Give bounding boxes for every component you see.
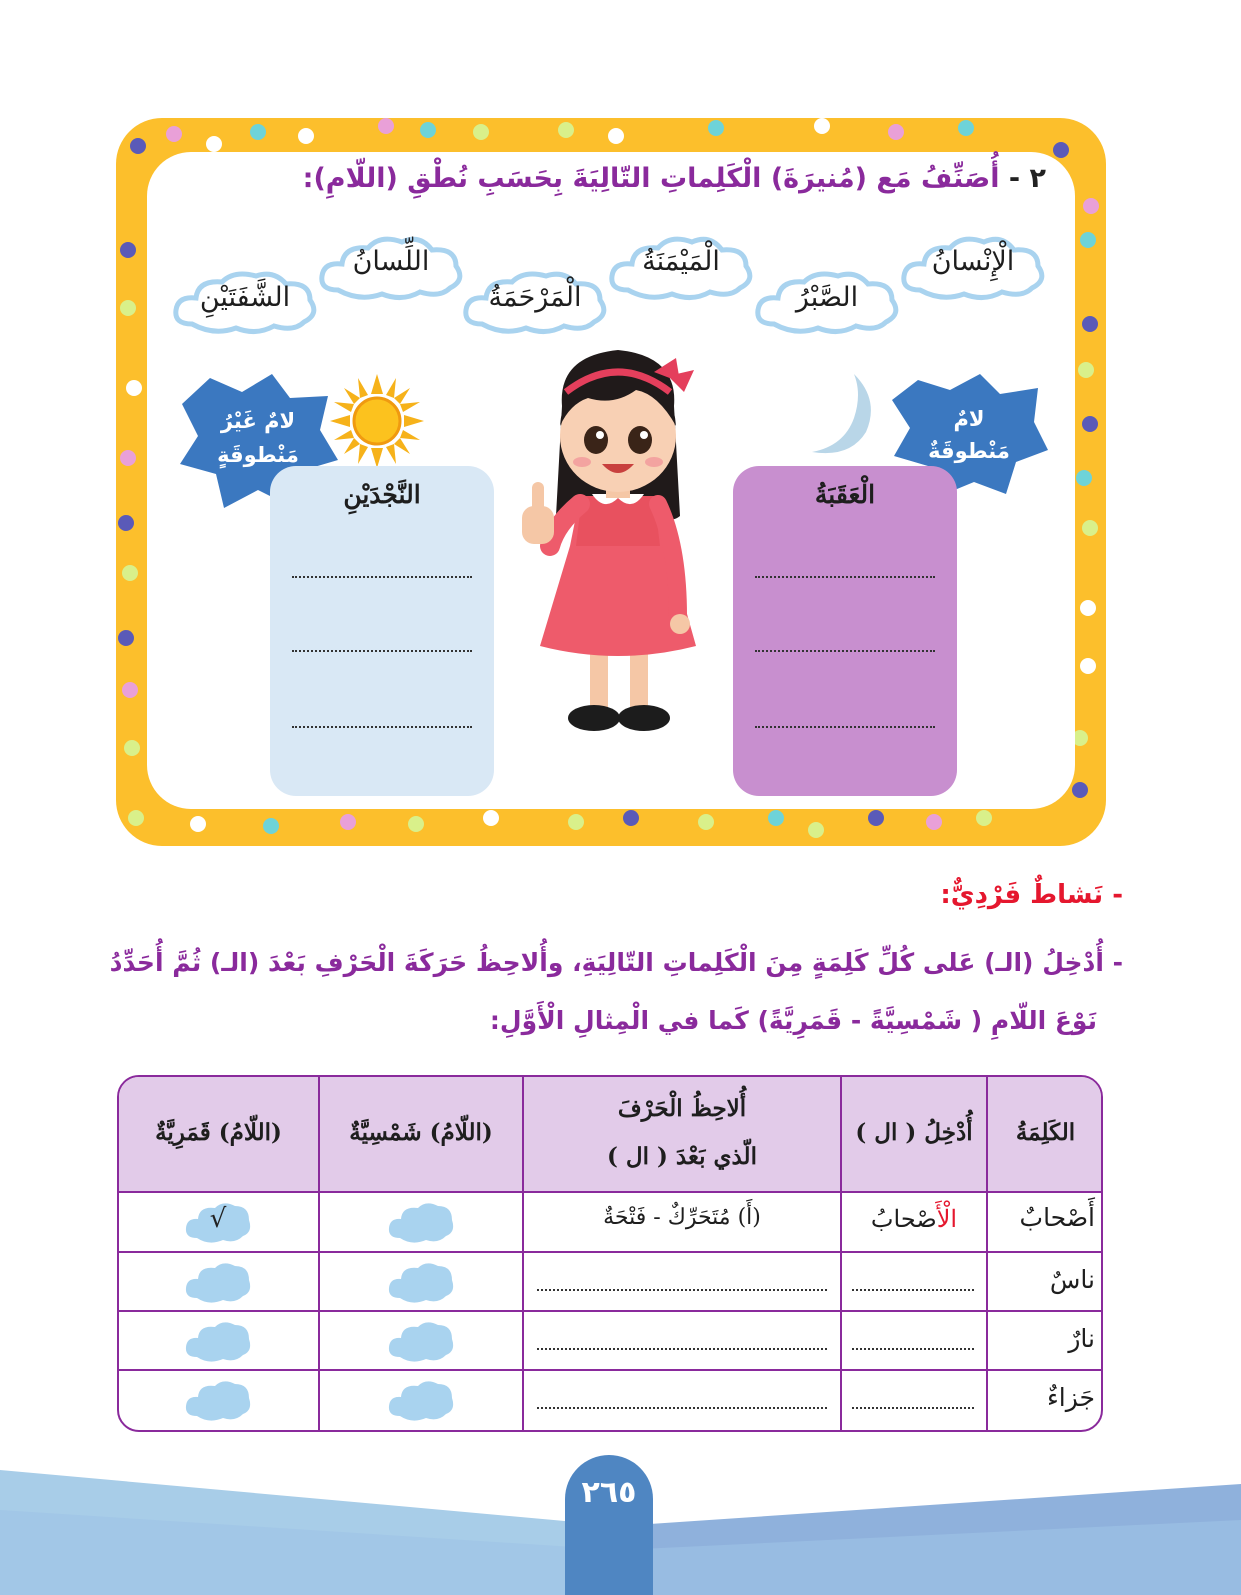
qamari-cloud-checkbox[interactable] xyxy=(183,1258,253,1304)
page-number: ٢٦٥ xyxy=(581,1475,637,1510)
word-cloud-6[interactable] xyxy=(170,268,320,338)
answer-line[interactable] xyxy=(292,724,472,728)
qamari-cloud-checkbox[interactable] xyxy=(183,1376,253,1422)
girl-illustration xyxy=(518,346,718,746)
word-label: الْمَيْمَنَةُ xyxy=(642,246,720,277)
row-word: جَزاءٌ xyxy=(1047,1383,1095,1412)
exercise-number: ٢ - xyxy=(1008,163,1046,194)
word-label: اللِّسانُ xyxy=(352,246,430,277)
header-observe-2: الّذي بَعْدَ ( ال ) xyxy=(607,1143,757,1170)
header-qamari: (اللّامُ) قَمَرِيَّةٌ xyxy=(155,1119,282,1146)
word-cloud-5[interactable] xyxy=(316,232,466,304)
sun-icon xyxy=(330,374,424,468)
shamsi-panel xyxy=(270,466,494,796)
header-word: الكَلِمَةُ xyxy=(1015,1119,1076,1146)
word-cloud-4[interactable] xyxy=(460,268,610,338)
instruction-line-2: نَوْعَ اللّامِ ( شَمْسِيَّةً - قَمَرِيَّةً) كَما في الْمِثالِ الْأَوَّلِ: xyxy=(489,1006,1097,1035)
observe-answer-line[interactable] xyxy=(537,1346,827,1350)
observe-answer-line[interactable] xyxy=(537,1405,827,1409)
qamari-panel xyxy=(733,466,957,796)
shamsi-cloud-checkbox[interactable] xyxy=(386,1376,456,1422)
answer-line[interactable] xyxy=(755,648,935,652)
badge-line: مَنْطوقَةٍ xyxy=(217,443,299,467)
activity-title: - نَشاطٌ فَرْدِيٌّ: xyxy=(940,880,1123,910)
header-shamsi: (اللّامُ) شَمْسِيَّةٌ xyxy=(349,1119,493,1146)
row-word: أَصْحابٌ xyxy=(1019,1203,1095,1232)
qamari-cloud-checkbox[interactable] xyxy=(183,1198,253,1244)
shamsi-cloud-checkbox[interactable] xyxy=(386,1317,456,1363)
panel-example-word: الْعَقَبَةُ xyxy=(814,480,876,509)
word-cloud-3[interactable] xyxy=(606,232,756,304)
header-add-al: أُدْخِلُ ( ال ) xyxy=(855,1119,973,1146)
qamari-cloud-checkbox[interactable] xyxy=(183,1317,253,1363)
badge-line: لامٌ xyxy=(953,407,985,431)
al-prefix: الْ xyxy=(936,1205,958,1233)
answer-line[interactable] xyxy=(292,648,472,652)
exercise-title-text: أُصَنِّفُ مَع (مُنيرَةَ) الْكَلِماتِ التّالِيَةَ بِحَسَبِ نُطْقِ (اللّامِ): xyxy=(302,163,1000,194)
word-label: الصَّبْرُ xyxy=(795,282,859,313)
word-label: الْمَرْحَمَةُ xyxy=(488,282,582,313)
badge-line: مَنْطوقَةٌ xyxy=(928,439,1010,463)
instruction-line-1: - أُدْخِلُ (الـ) عَلى كُلِّ كَلِمَةٍ مِنَ الْكَلِماتِ التّالِيَةِ، وأُلاحِظُ حَرَكَةَ الْحَرْفِ بَعْدَ (الـ) ثُمَّ أُحَدِّدُ xyxy=(109,948,1123,977)
word-label: الْإِنْسانُ xyxy=(931,246,1015,277)
row-add-al-answer xyxy=(842,1205,986,1233)
moon-icon xyxy=(804,370,882,460)
classification-table xyxy=(117,1075,1103,1432)
add-al-answer-line[interactable] xyxy=(852,1346,974,1350)
observe-answer-line[interactable] xyxy=(537,1287,827,1291)
answer-line[interactable] xyxy=(292,574,472,578)
word-cloud-2[interactable] xyxy=(752,268,902,338)
check-mark: √ xyxy=(209,1204,227,1234)
shamsi-cloud-checkbox[interactable] xyxy=(386,1258,456,1304)
word-cloud-1[interactable] xyxy=(898,232,1048,304)
exercise-title xyxy=(303,163,1046,194)
badge-line: لامٌ غَيْرُ xyxy=(220,409,296,433)
add-al-answer-line[interactable] xyxy=(852,1287,974,1291)
page-number-tab xyxy=(565,1455,653,1595)
add-al-answer-line[interactable] xyxy=(852,1405,974,1409)
answer-line[interactable] xyxy=(755,724,935,728)
al-word: أَصْحابُ xyxy=(870,1205,937,1233)
panel-example-word: النَّجْدَيْنِ xyxy=(343,480,421,509)
shamsi-cloud-checkbox[interactable] xyxy=(386,1198,456,1244)
row-word: ناسٌ xyxy=(1049,1265,1095,1294)
answer-line[interactable] xyxy=(755,574,935,578)
row-word: نارٌ xyxy=(1068,1324,1095,1353)
header-observe-1: أُلاحِظُ الْحَرْفَ xyxy=(617,1095,747,1122)
word-label: الشَّفَتَيْنِ xyxy=(199,282,291,313)
row-observe-answer: (أَ) مُتَحَرِّكٌ - فَتْحَةٌ xyxy=(603,1205,761,1230)
